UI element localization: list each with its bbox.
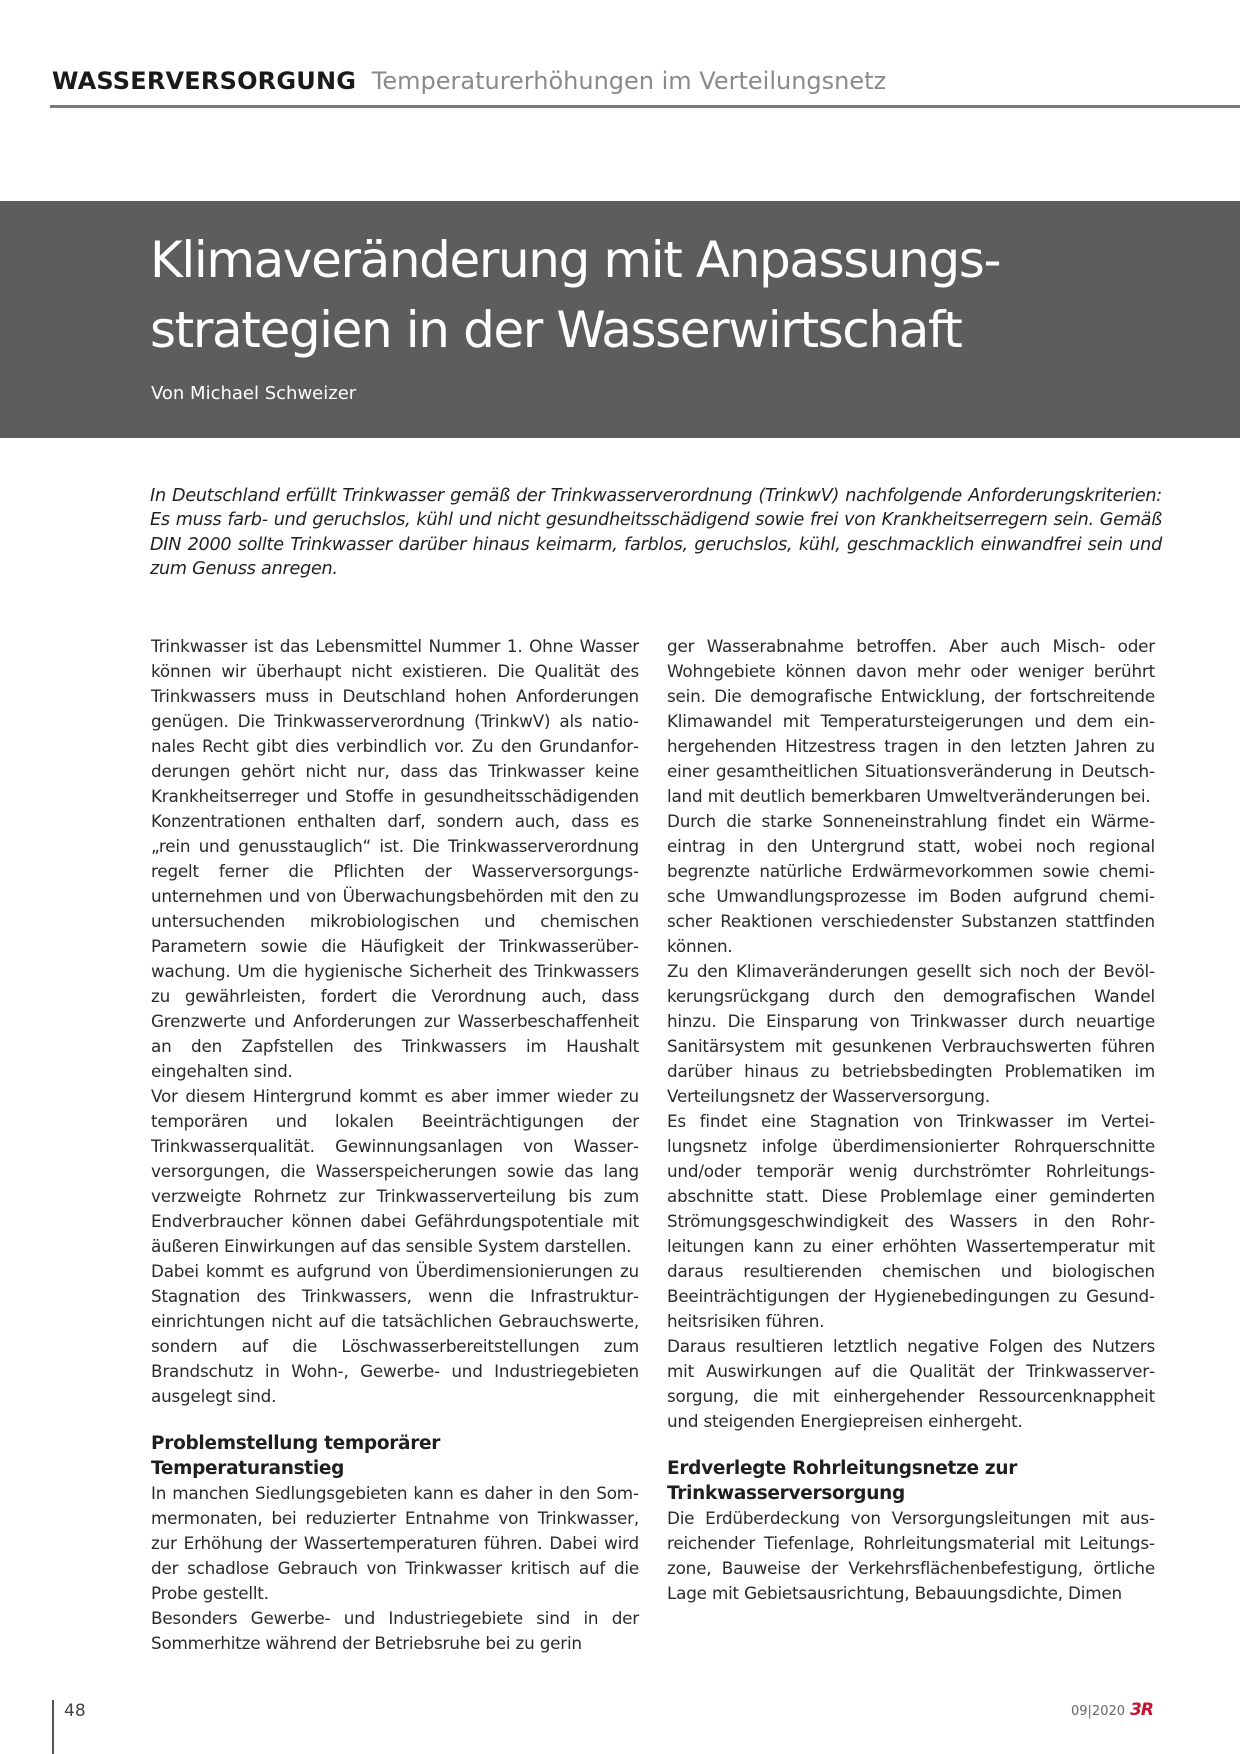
left-column [151, 634, 639, 1656]
paragraph: Daraus resultieren letztlich negative Folgen des Nutzers mit Auswirkungen auf die Qualität der Trinkwasserversorgung, die mit einhergehender Ressourcenknappheit und steigenden Energiepreisen einhergeht. [667, 1336, 1155, 1431]
footer-bar [52, 1700, 54, 1754]
paragraph: Besonders Gewerbe- und Industriegebiete sind in der Sommerhitze während der Betriebsruhe bei zu gerin [151, 1608, 639, 1653]
right-column [667, 634, 1155, 1606]
section-subtitle: Temperaturerhöhungen im Verteilungsnetz [371, 67, 887, 95]
title-line-2: strategien in der Wasserwirtschaft [150, 301, 962, 359]
title-band [0, 201, 1240, 438]
paragraph: ger Wasserabnahme betroffen. Aber auch Misch- oder Wohngebiete können davon mehr oder weniger berührt sein. Die demografische Entwicklung, der fortschreitende Klimawandel mit Temperatursteigerungen und dem einhergehenden Hitzestress tragen in den letzten Jahren zu einer gesamtheitlichen Situationsveränderung in Deutschland mit deutlich bemerkbaren Umweltveränderungen bei. [667, 636, 1155, 806]
abstract: In Deutschland erfüllt Trinkwasser gemäß der Trinkwasserverordnung (TrinkwV) nachfolgende Anforderungskriterien: Es muss farb- und geruchslos, kühl und nicht gesundheitsschädigend sowie frei von Krankheitserregern sein. Gemäß DIN 2000 sollte Trinkwasser darüber hinaus keimarm, farblos, geruchslos, kühl, geschmacklich einwandfrei sein und zum Genuss anregen. [150, 486, 1162, 579]
paragraph: Zu den Klimaveränderungen gesellt sich noch der Bevölkerungsrückgang durch den demografischen Wandel hinzu. Die Einsparung von Trinkwasser durch neuartige Sanitärsystem mit gesunkenen Verbrauchswerten führen darüber hinaus zu betriebsbedingten Problematiken im Verteilungsnetz der Wasserversorgung. [667, 961, 1155, 1106]
section-label: WASSERVERSORGUNG [52, 67, 357, 95]
paragraph: In manchen Siedlungsgebieten kann es daher in den Sommermonaten, bei reduzierter Entnahme von Trinkwasser, zur Erhöhung der Wassertemperaturen führen. Dabei wird der schadlose Gebrauch von Trinkwasser kritisch auf die Probe gestellt. [151, 1483, 639, 1603]
paragraph: Durch die starke Sonneneinstrahlung findet ein Wärmeeintrag in den Untergrund statt, wobei noch regional begrenzte natürliche Erdwärmevorkommen sowie chemische Umwandlungsprozesse im Boden aufgrund chemischer Reaktionen verschiedenster Substanzen stattfinden können. [667, 811, 1155, 956]
page-number: 48 [64, 1701, 86, 1721]
paragraph: Trinkwasser ist das Lebensmittel Nummer 1. Ohne Wasser können wir überhaupt nicht existieren. Die Qualität des Trinkwassers muss in Deutschland hohen Anforderungen genügen. Die Trinkwasserverordnung (TrinkwV) als nationales Recht gibt dies verbindlich vor. Zu den Grundanforderungen gehört nicht nur, dass das Trinkwasser keine Krankheitserreger und Stoffe in gesundheitsschädigenden Konzentrationen enthalten darf, sondern auch, dass es „rein und genusstauglich“ ist. Die Trinkwasserverordnung regelt ferner die Pflichten der Wasserversorgungsunternehmen und von Überwachungsbehörden mit den zu untersuchenden mikrobiologischen und chemischen Parametern sowie die Häufigkeit der Trinkwasserüberwachung. Um die hygienische Sicherheit des Trinkwassers zu gewährleisten, fordert die Verordnung auch, dass Grenzwerte und Anforderungen zur Wasserbeschaffenheit an den Zapfstellen des Trinkwassers im Haushalt eingehalten sind. [151, 636, 639, 1081]
header-rule [50, 105, 1240, 108]
paragraph: Die Erdüberdeckung von Versorgungsleitungen mit ausreichender Tiefenlage, Rohrleitungsmaterial mit Leitungszone, Bauweise der Verkehrsflächenbefestigung, örtliche Lage mit Gebietsausrichtung, Bebauungsdichte, Dimen [667, 1508, 1155, 1603]
paragraph: Dabei kommt es aufgrund von Überdimensionierungen zu Stagnation des Trinkwassers, wenn die Infrastruktureinrichtungen nicht auf die tatsächlichen Gebrauchswerte, sondern auf die Löschwasserbereitstellungen zum Brandschutz in Wohn-, Gewerbe- und Industriegebieten ausgelegt sind. [151, 1261, 639, 1406]
paragraph: Es findet eine Stagnation von Trinkwasser im Verteilungsnetz infolge überdimensionierter Rohrquerschnitte und/oder temporär wenig durchströmter Rohrleitungsabschnitte statt. Diese Problemlage einer geminderten Strömungsgeschwindigkeit des Wassers in den Rohrleitungen kann zu einer erhöhten Wassertemperatur mit daraus resultierenden chemischen und biologischen Beeinträchtigungen der Hygienebedingungen zu Gesundheitsrisiken führen. [667, 1111, 1155, 1331]
title-line-1: Klimaveränderung mit Anpassungs- [150, 231, 1001, 289]
paragraph: Vor diesem Hintergrund kommt es aber immer wieder zu temporären und lokalen Beeinträchtigungen der Trinkwasserqualität. Gewinnungsanlagen von Wasserversorgungen, die Wasserspeicherungen sowie das lang verzweigte Rohrnetz zur Trinkwasserverteilung bis zum Endverbraucher können dabei Gefährdungspotentiale mit äußeren Einwirkungen auf das sensible System darstellen. [151, 1086, 639, 1256]
section-heading: Problemstellung temporärer Temperaturanstieg [151, 1433, 441, 1479]
author-byline: Von Michael Schweizer [151, 383, 357, 404]
issue-number: 09|2020 [1071, 1704, 1126, 1719]
journal-logo: 3R [1130, 1700, 1153, 1720]
article-title [150, 225, 1000, 365]
running-header [52, 64, 1240, 98]
section-heading: Erdverlegte Rohrleitungsnetze zur Trinkwasserversorgung [667, 1458, 1018, 1504]
